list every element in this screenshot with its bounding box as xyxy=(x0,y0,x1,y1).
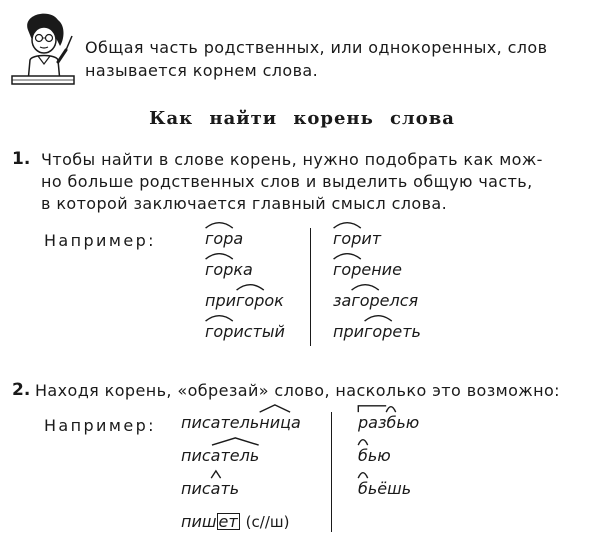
word-rest: ьёшь xyxy=(367,479,412,498)
suffix-mark-icon xyxy=(211,470,221,479)
word-rest: а xyxy=(291,413,301,432)
word-root-arc-icon xyxy=(333,220,361,229)
word-rest: елся xyxy=(379,291,419,310)
word-rest: ть xyxy=(220,479,240,498)
word-prefix: за xyxy=(333,291,352,310)
word-root: пис xyxy=(181,479,211,498)
word-ending: ет xyxy=(218,512,238,531)
rule-2-example-label: Например: xyxy=(44,416,156,435)
rule-2-divider xyxy=(331,412,332,532)
word-root-arc-icon xyxy=(386,404,396,413)
rule-1-left-word xyxy=(205,229,243,248)
rule-1-line-3: в которой заключается главный смысл слова. xyxy=(41,194,448,213)
rule-1-right-word xyxy=(333,322,421,341)
word-rest: ью xyxy=(396,413,420,432)
rule-1-line-1: Чтобы найти в слове корень, нужно подобрать как мож- xyxy=(41,150,543,169)
word-root: б xyxy=(358,479,368,498)
word-prefix: раз xyxy=(358,413,386,432)
word-suffix: атель xyxy=(211,446,260,465)
rule-1-divider xyxy=(310,228,311,346)
word-root: гор xyxy=(205,260,233,279)
word-rest: еть xyxy=(392,322,421,341)
word-root-arc-icon xyxy=(205,220,233,229)
rule-1-right-word xyxy=(333,260,402,279)
word-root: б xyxy=(358,446,368,465)
word-prefix: при xyxy=(333,322,365,341)
word-root-arc-icon xyxy=(358,470,368,479)
rule-2-number: 2. xyxy=(12,380,31,400)
word-suffixes: атель xyxy=(210,413,260,432)
rule-2-left-word xyxy=(181,512,289,531)
rule-2-right-word xyxy=(358,479,411,498)
word-root: гор xyxy=(333,260,361,279)
rule-1-line-2: но больше родственных слов и выделить общую часть, xyxy=(41,172,533,191)
word-rest: а xyxy=(233,229,244,248)
intro-line-2: называется корнем слова. xyxy=(85,61,319,80)
rule-2-right-word xyxy=(358,413,419,432)
rule-2-left-word xyxy=(181,413,301,432)
rule-2-right-word xyxy=(358,446,391,465)
word-rest: ью xyxy=(367,446,391,465)
word-rest: ка xyxy=(233,260,253,279)
word-root-arc-icon xyxy=(351,282,379,291)
section-title: Как найти корень слова xyxy=(149,108,455,129)
word-root: гор xyxy=(364,322,392,341)
word-root: пис xyxy=(181,413,211,432)
rule-1-right-word xyxy=(333,229,381,248)
teacher-illustration xyxy=(8,10,78,85)
rule-1-left-word xyxy=(205,322,285,341)
rule-1-left-word xyxy=(205,260,253,279)
prefix-mark-icon xyxy=(358,404,386,413)
word-root: пиш xyxy=(181,512,217,531)
word-root: пис xyxy=(181,446,211,465)
word-root-arc-icon xyxy=(358,437,368,446)
rule-1-number: 1. xyxy=(12,149,31,169)
word-root-arc-icon xyxy=(236,282,264,291)
alternation-note: (с//ш) xyxy=(245,513,290,531)
rule-1-example-label: Например: xyxy=(44,231,156,250)
word-rest: ение xyxy=(361,260,402,279)
rule-2-left-word xyxy=(181,479,239,498)
word-rest: истый xyxy=(233,322,285,341)
word-root: гор xyxy=(351,291,379,310)
rule-1-right-word xyxy=(333,291,418,310)
word-root-arc-icon xyxy=(205,313,233,322)
rule-2-line: Находя корень, «обрезай» слово, насколько это возможно: xyxy=(35,381,560,400)
intro-line-1: Общая часть родственных, или однокоренных, слов xyxy=(85,38,548,57)
word-root: гор xyxy=(236,291,264,310)
word-suffix: ниц xyxy=(259,413,291,432)
word-root-arc-icon xyxy=(205,251,233,260)
word-root: гор xyxy=(333,229,361,248)
word-rest: ок xyxy=(264,291,284,310)
suffix-mark-icon xyxy=(259,404,291,413)
word-root: гор xyxy=(205,322,233,341)
word-root: гор xyxy=(205,229,233,248)
word-rest: ит xyxy=(361,229,382,248)
suffix-mark-icon xyxy=(211,437,260,446)
word-root-arc-icon xyxy=(364,313,392,322)
rule-2-left-word xyxy=(181,446,259,465)
word-root-arc-icon xyxy=(333,251,361,260)
word-root: б xyxy=(386,413,396,432)
rule-1-left-word xyxy=(205,291,284,310)
word-prefix: при xyxy=(205,291,237,310)
word-suffix: а xyxy=(211,479,221,498)
